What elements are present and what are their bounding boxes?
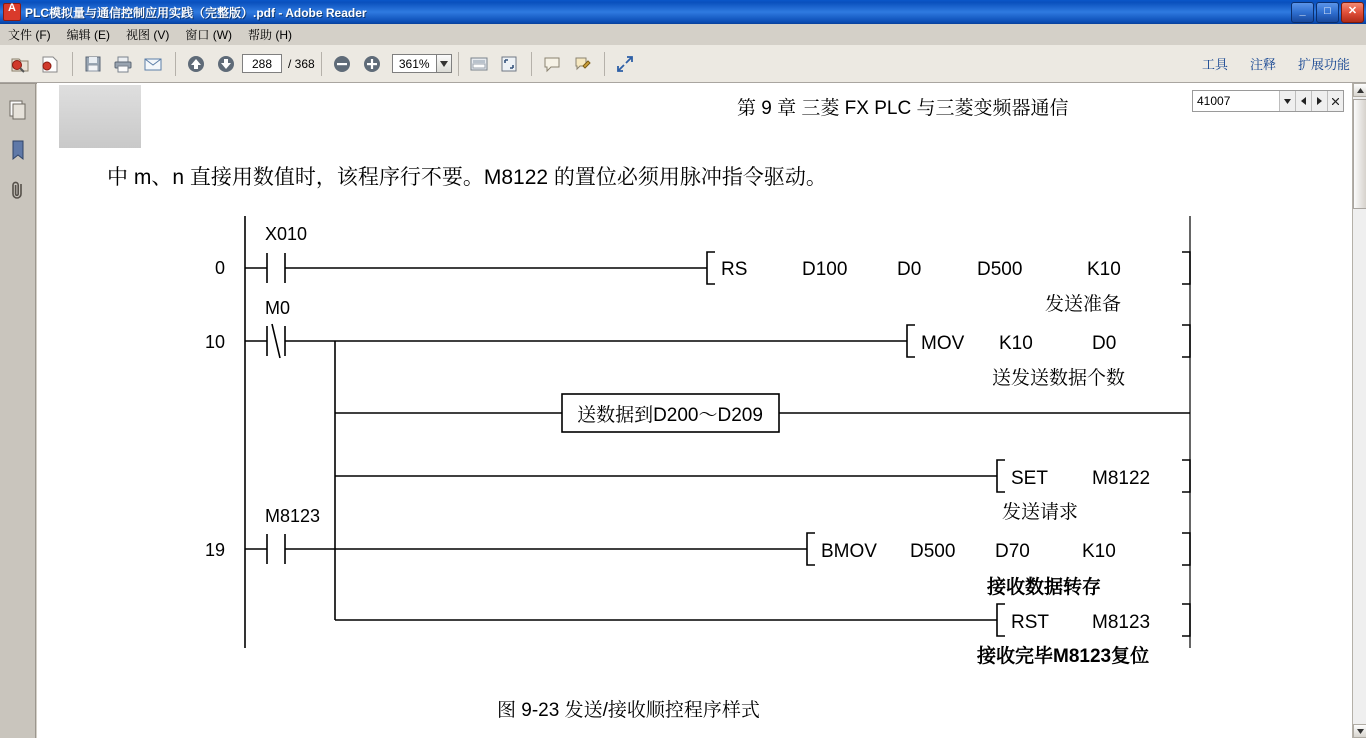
document-view[interactable] xyxy=(37,83,1352,738)
rung-contact-m0: M0 xyxy=(265,298,291,318)
menu-file[interactable]: 文件 (F) xyxy=(8,28,51,42)
scroll-up-icon[interactable] xyxy=(1353,83,1366,97)
ladder-box-label: 送数据到D200～D209 xyxy=(577,405,763,426)
rung-operand-d500: D500 xyxy=(977,259,1023,280)
rung-operand-k10-3: K10 xyxy=(1082,541,1116,562)
scrollbar-thumb[interactable] xyxy=(1353,99,1366,209)
rung-instruction-bmov: BMOV xyxy=(821,541,877,562)
rung-instruction-rst: RST xyxy=(1011,612,1049,633)
page-number-popup[interactable] xyxy=(1192,90,1344,112)
comment-button[interactable]: 注释 xyxy=(1249,57,1276,72)
toolbar-separator xyxy=(72,52,73,76)
zoom-out-icon[interactable] xyxy=(328,50,356,78)
comment-icon[interactable] xyxy=(538,50,566,78)
rail-divider xyxy=(0,83,37,84)
rung-operand-m8122: M8122 xyxy=(1092,468,1151,489)
extended-features-button[interactable]: 扩展功能 xyxy=(1297,57,1350,72)
toolbar-separator-4 xyxy=(458,52,459,76)
scroll-down-icon[interactable] xyxy=(1353,724,1366,738)
next-page-icon[interactable] xyxy=(212,50,240,78)
bookmarks-icon[interactable] xyxy=(5,137,31,163)
page-scan-artifact xyxy=(59,85,141,148)
fit-page-icon[interactable] xyxy=(495,50,523,78)
menu-bar xyxy=(0,24,1366,46)
rung-operand-d100: D100 xyxy=(802,259,848,280)
rung-operand-d70: D70 xyxy=(995,541,1030,562)
menu-window[interactable]: 窗口 (W) xyxy=(185,28,233,42)
adobe-reader-icon xyxy=(3,3,21,21)
chevron-down-icon[interactable] xyxy=(1279,91,1295,111)
create-pdf-icon[interactable] xyxy=(36,50,64,78)
rung-note-recv-done: 接收完毕M8123复位 xyxy=(977,646,1150,667)
navigation-rail xyxy=(0,83,36,738)
rung-operand-m8123-2: M8123 xyxy=(1092,612,1151,633)
chevron-down-icon[interactable] xyxy=(436,54,452,73)
page-running-header: 第 9 章 三菱 FX PLC 与三菱变频器通信 xyxy=(737,98,1069,119)
rung-step-10: 10 xyxy=(204,332,225,352)
rung-instruction-rs: RS xyxy=(721,259,748,280)
toolbar-separator-2 xyxy=(175,52,176,76)
page-popup-value[interactable]: 41007 xyxy=(1197,94,1231,108)
toolbar-separator-3 xyxy=(321,52,322,76)
tools-button[interactable]: 工具 xyxy=(1201,57,1228,72)
rung-step-0: 0 xyxy=(214,258,225,278)
body-paragraph: 中 m、n 直接用数值时，该程序行不要。M8122 的置位必须用脉冲指令驱动。 xyxy=(107,166,827,189)
menu-help[interactable]: 帮助 (H) xyxy=(248,28,293,42)
window-controls xyxy=(1291,2,1364,23)
page-thumbnails-icon[interactable] xyxy=(5,97,31,123)
toolbar xyxy=(0,45,1366,83)
ladder-diagram xyxy=(187,208,1197,678)
rung-note-send-request: 发送请求 xyxy=(1002,502,1079,523)
save-icon[interactable] xyxy=(79,50,107,78)
vertical-scrollbar[interactable] xyxy=(1352,83,1366,738)
menu-view[interactable]: 视图 (V) xyxy=(126,28,170,42)
right-arrow-icon[interactable] xyxy=(1311,91,1327,111)
zoom-level-input[interactable]: 361% xyxy=(392,54,436,73)
close-button[interactable]: ✕ xyxy=(1341,2,1364,23)
rung-instruction-mov: MOV xyxy=(921,333,965,354)
rung-operand-d500-2: D500 xyxy=(910,541,956,562)
attachments-icon[interactable] xyxy=(5,177,31,203)
window-title: PLC模拟量与通信控制应用实践（完整版）.pdf - Adobe Reader xyxy=(25,5,367,20)
zoom-in-icon[interactable] xyxy=(358,50,386,78)
rung-note-send-ready: 发送准备 xyxy=(1045,294,1122,315)
print-icon[interactable] xyxy=(109,50,137,78)
rung-operand-k10-2: K10 xyxy=(999,333,1033,354)
rung-step-19: 19 xyxy=(204,540,225,560)
rung-operand-d0: D0 xyxy=(897,259,922,280)
previous-page-icon[interactable] xyxy=(182,50,210,78)
rung-operand-k10: K10 xyxy=(1087,259,1121,280)
toolbar-separator-6 xyxy=(604,52,605,76)
figure-caption: 图 9-23 发送/接收顺控程序样式 xyxy=(497,700,760,721)
maximize-button[interactable]: □ xyxy=(1316,2,1339,23)
minimize-button[interactable]: _ xyxy=(1291,2,1314,23)
toolbar-separator-5 xyxy=(531,52,532,76)
rung-operand-d0-2: D0 xyxy=(1092,333,1117,354)
rung-note-send-count: 送发送数据个数 xyxy=(992,368,1126,389)
page-total-label: / 368 xyxy=(288,56,315,71)
rung-note-recv-store: 接收数据转存 xyxy=(987,577,1102,598)
toolbar-right-group xyxy=(1202,54,1366,73)
left-arrow-icon[interactable] xyxy=(1295,91,1311,111)
fullscreen-icon[interactable] xyxy=(611,50,639,78)
rung-instruction-set: SET xyxy=(1011,468,1048,489)
rung-contact-x010: X010 xyxy=(265,224,308,244)
title-bar xyxy=(0,0,1366,24)
highlight-icon[interactable] xyxy=(568,50,596,78)
close-icon[interactable] xyxy=(1327,91,1343,111)
snapshot-icon[interactable] xyxy=(465,50,493,78)
open-file-icon[interactable] xyxy=(6,50,34,78)
menu-edit[interactable]: 编辑 (E) xyxy=(66,28,111,42)
email-icon[interactable] xyxy=(139,50,167,78)
rung-contact-m8123: M8123 xyxy=(265,506,321,526)
page-number-input[interactable]: 288 xyxy=(242,54,282,73)
